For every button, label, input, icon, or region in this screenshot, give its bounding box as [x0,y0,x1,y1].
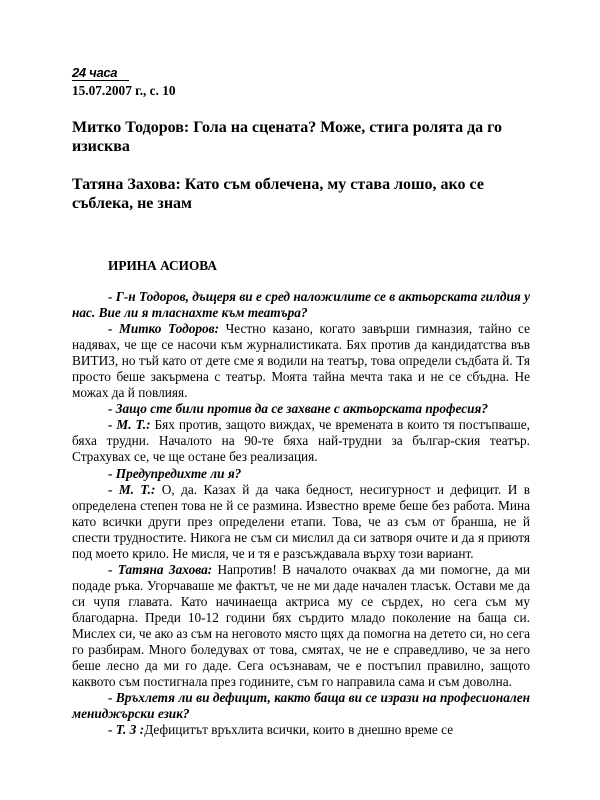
interview-answer [72,417,530,465]
speaker-label: - Митко Тодоров: [108,321,220,337]
speaker-label: - М. Т.: [108,481,156,497]
interview-answer [72,722,530,738]
answer-text: Бях против, защото виждах, че времената в които тя постъпваше, бяха трудни. Началото на 90-те бяха най-трудни за българ-ския театър. Страхувах се, че ще остане без реализация. [72,417,530,465]
interview-question: - Връхлетя ли ви дефицит, както баща ви се изрази на професионален мениджърски език? [72,690,530,722]
answer-text: Честно казано, когато завърши гимназия, тайно се надявах, че ще се насочи към журналистиката. Бях против да кандидатства във ВИТИЗ, но тъй като от дете сме я водили на театър, това определи съдбата й. Тя просто беше закърмена с театър. Моята тайна мечта така и не се сбъдна. Не можах да й повлияя. [72,321,530,401]
interview-question: - Защо сте били против да се захване с актьорската професия? [108,401,489,417]
article-body [72,289,530,738]
interview-question: - Предупредихте ли я? [108,465,242,481]
answer-text: Дефицитът връхлита всички, които в днешно време се [144,722,454,738]
source-line: 15.07.2007 г., с. 10 [72,83,176,98]
speaker-label: - Т. З : [108,722,145,738]
answer-text: О, да. Казах й да чака бедност, несигурност и дефицит. И в определена степен това не й се размина. Известно време беше без работа. Мина като всички други през определени етапи. Това, че аз съм от бранша, не й спести трудностите. Никога не съм си мислил да си затворя очите и да я приютя под моето крило. Не мисля, че и тя е разсъждавала върху този вариант. [72,481,531,561]
article-page [72,64,530,738]
speaker-label: - М. Т.: [108,417,151,433]
answer-text: Напротив! В началото очаквах да ми помогне, да ми подаде ръка. Угорчаваше ме фактът, че не ми даде начален тласък. Остави ме да си чупя главата. Като начинаеща актриса му се сърдех, но сега съм му благодарна. Преди 10-12 години бях сърдито младо поколение на баща си. Мислех си, че ако аз съм на неговото място щях да помогна на детето си, но сега го разбирам. Много боледувах от това, смятах, че не е справедливо, че за него беше лесно да ми го даде. Сега осъзнавам, че е постъпил правилно, защото каквото съм постигнала през годините, съм го направила сама и съм доволна. [72,561,530,690]
interview-answer [72,321,530,401]
headline-1: Митко Тодоров: Гола на сцената? Може, стига ролята да го изисква [72,119,503,155]
speaker-label: - Татяна Захова: [108,561,213,577]
interview-answer [72,562,530,690]
author-name: ИРИНА АСИОВА [108,258,217,273]
interview-question: - Г-н Тодоров, дъщеря ви е сред наложилите се в актьорската гилдия у нас. Вие ли я тласнахте към театъра? [72,289,530,321]
interview-answer [72,482,530,562]
headline-2: Татяна Захова: Като съм облечена, му става лошо, ако се съблека, не знам [72,176,484,212]
newspaper-logo: 24 часа [72,65,129,81]
